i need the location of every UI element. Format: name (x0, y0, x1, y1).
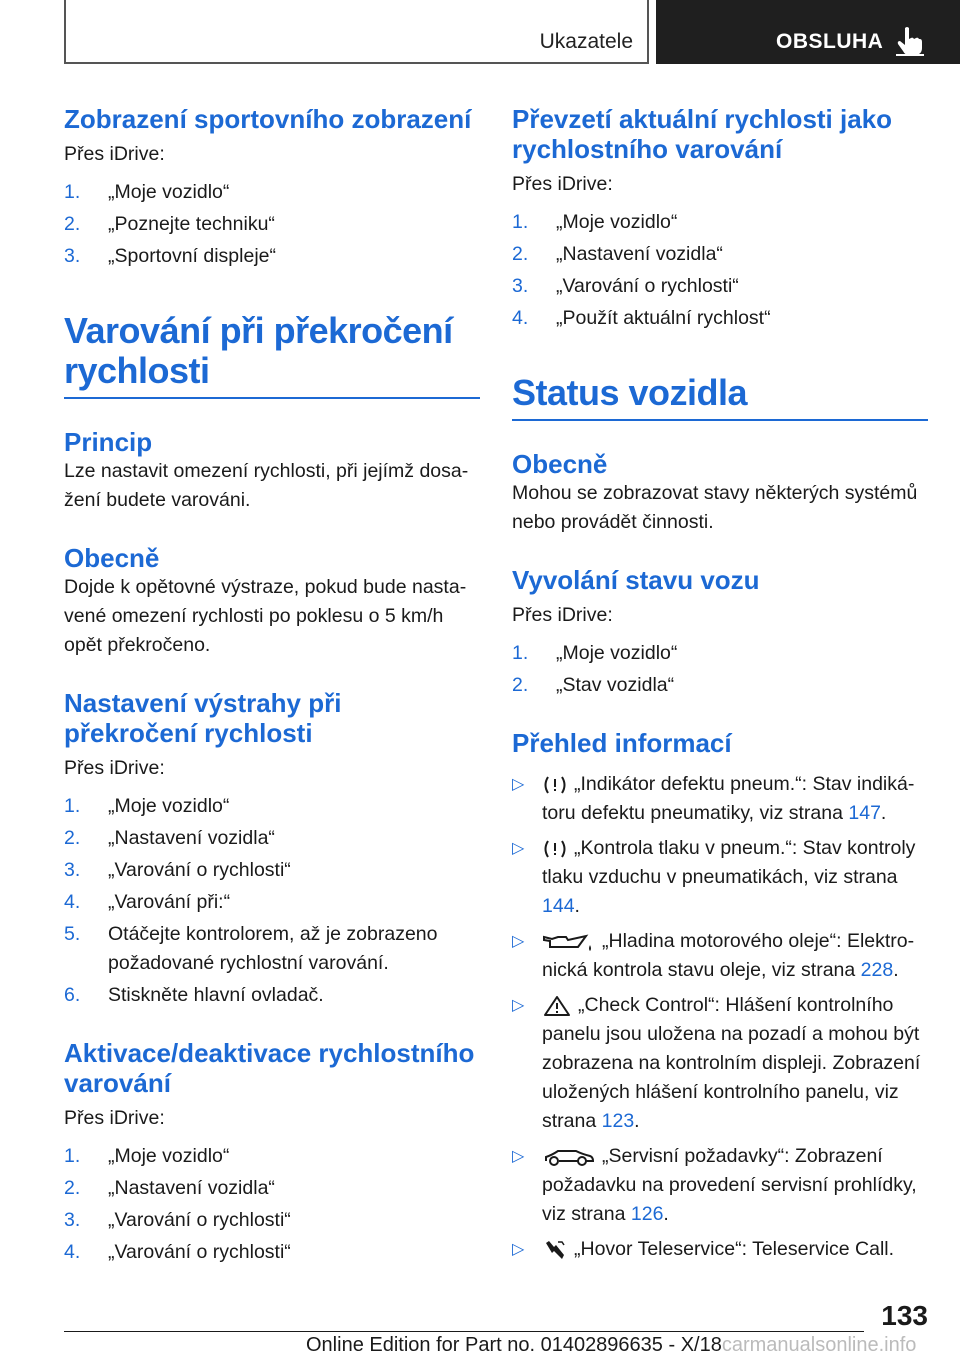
list-item: 3. „Varování o rychlosti“ (64, 859, 291, 881)
list-item: ▷ „Kontrola tlaku v pneum.“: Stav kontroly tlaku vzduchu v pneumatikách, viz strana 144. (512, 837, 916, 917)
header-section-title: Ukazatele (539, 30, 633, 53)
section-intro: Přes iDrive: (512, 604, 613, 626)
header-chapter-label: OBSLUHA (776, 30, 884, 53)
footer-edition: Online Edition for Part no. 01402896635 - X/18 (306, 1334, 722, 1356)
list-item: ▷ „Hovor Teleservice“: Teleservice Call. (512, 1238, 895, 1260)
wrench-icon (542, 1239, 568, 1261)
tire-pressure-warning-icon (542, 774, 568, 796)
section-title-prevzeti: Převzetí aktuální rychlosti jako rychlostního varování (512, 104, 893, 164)
list-item: 4. „Varování při:“ (64, 891, 231, 913)
right-column (512, 104, 928, 1264)
step-list-nastaveni (64, 792, 480, 1010)
section-title-nastaveni: Nastavení výstrahy při překročení rychlosti (64, 688, 342, 748)
section-text-obecne: Dojde k opětovné výstraze, pokud bude nastavené omezení rychlosti po poklesu o 5 km/h opět překročeno. (64, 576, 467, 656)
list-item: 2. „Nastavení vozidla“ (64, 827, 275, 849)
page-link-123[interactable]: 123 (601, 1110, 635, 1132)
list-item: 1. „Moje vozidlo“ (64, 1145, 230, 1167)
footer-watermark: carmanualsonline.info (721, 1334, 917, 1356)
list-item: 2. „Nastavení vozidla“ (64, 1177, 275, 1199)
list-item: 3. „Varování o rychlosti“ (64, 1209, 291, 1231)
hand-pointer-icon (896, 26, 924, 56)
section-title-obecne: Obecně (512, 449, 608, 479)
section-title-obecne: Obecně (64, 543, 160, 573)
car-service-icon (542, 1146, 596, 1168)
list-item: 1. „Moje vozidlo“ (64, 795, 230, 817)
list-item: 1. „Moje vozidlo“ (512, 642, 678, 664)
section-text-princip: Lze nastavit omezení rychlosti, při jejímž dosažení budete varováni. (64, 460, 469, 511)
page-link-144[interactable]: 144 (542, 895, 575, 917)
list-item: 2. „Nastavení vozidla“ (512, 243, 723, 265)
list-item: 1. „Moje vozidlo“ (512, 211, 678, 233)
list-item: 3. „Sportovní displeje“ (64, 245, 276, 267)
list-item: 4. „Varování o rychlosti“ (64, 1241, 291, 1263)
section-intro: Přes iDrive: (64, 757, 165, 779)
list-item: 6. Stiskněte hlavní ovladač. (64, 984, 324, 1006)
chapter-title-speed-warning: Varování při překročení rychlosti (64, 311, 480, 399)
tire-pressure-monitor-icon (542, 838, 568, 860)
list-item: 5. Otáčejte kontrolorem, až je zobrazeno požadované rychlostní varování. (64, 923, 438, 974)
list-item: ▷ „Servisní požadavky“: Zobrazení požadavku na provedení servisní prohlídky, viz strana 126. (512, 1145, 917, 1225)
page-link-147[interactable]: 147 (848, 802, 881, 824)
list-item: ▷ „Indikátor defektu pneum.“: Stav indikátoru defektu pneumatiky, viz strana 147. (512, 773, 915, 824)
warning-triangle-icon (542, 995, 572, 1017)
list-item: ▷ „Hladina motorového oleje“: Elektronická kontrola stavu oleje, viz strana 228. (512, 930, 915, 981)
list-item: 2. „Poznejte techniku“ (64, 213, 275, 235)
info-list (512, 770, 928, 1264)
section-title-vyvolani: Vyvolání stavu vozu (512, 565, 760, 595)
oil-can-icon (542, 931, 596, 953)
step-list-prevzeti (512, 208, 928, 333)
list-item: 1. „Moje vozidlo“ (64, 181, 230, 203)
step-list-sport-display (64, 178, 480, 271)
step-list-vyvolani (512, 639, 928, 700)
page-link-126[interactable]: 126 (630, 1203, 664, 1225)
page-number: 133 (881, 1300, 928, 1331)
section-intro: Přes iDrive: (64, 143, 165, 165)
list-item: 2. „Stav vozidla“ (512, 674, 675, 696)
section-title-princip: Princip (64, 427, 153, 457)
chapter-title-vehicle-status: Status vozidla (512, 373, 928, 421)
section-intro: Přes iDrive: (64, 1107, 165, 1129)
footer (306, 1334, 916, 1357)
header-section-box (64, 0, 649, 64)
page-link-228[interactable]: 228 (860, 959, 894, 981)
section-intro: Přes iDrive: (512, 173, 613, 195)
header-chapter-tab (656, 0, 960, 64)
list-item: 3. „Varování o rychlosti“ (512, 275, 739, 297)
left-column (64, 104, 480, 1267)
section-text-obecne: Mohou se zobrazovat stavy některých systémů nebo provádět činnosti. (512, 482, 918, 533)
list-item: 4. „Použít aktuální rychlost“ (512, 307, 771, 329)
section-title-sport-display: Zobrazení sportovního zobrazení (64, 104, 472, 134)
section-title-aktivace: Aktivace/deaktivace rychlostního varování (64, 1038, 475, 1098)
step-list-aktivace (64, 1142, 480, 1267)
section-title-prehled: Přehled informací (512, 728, 732, 758)
footer-rule (64, 1331, 864, 1332)
list-item: ▷ „Check Control“: Hlášení kontrolního panelu jsou uložena na pozadí a mohou být zobrazena na kontrolním displeji. Zobrazení uložených hlášení kontrolního panelu, viz strana 123. (512, 994, 921, 1132)
